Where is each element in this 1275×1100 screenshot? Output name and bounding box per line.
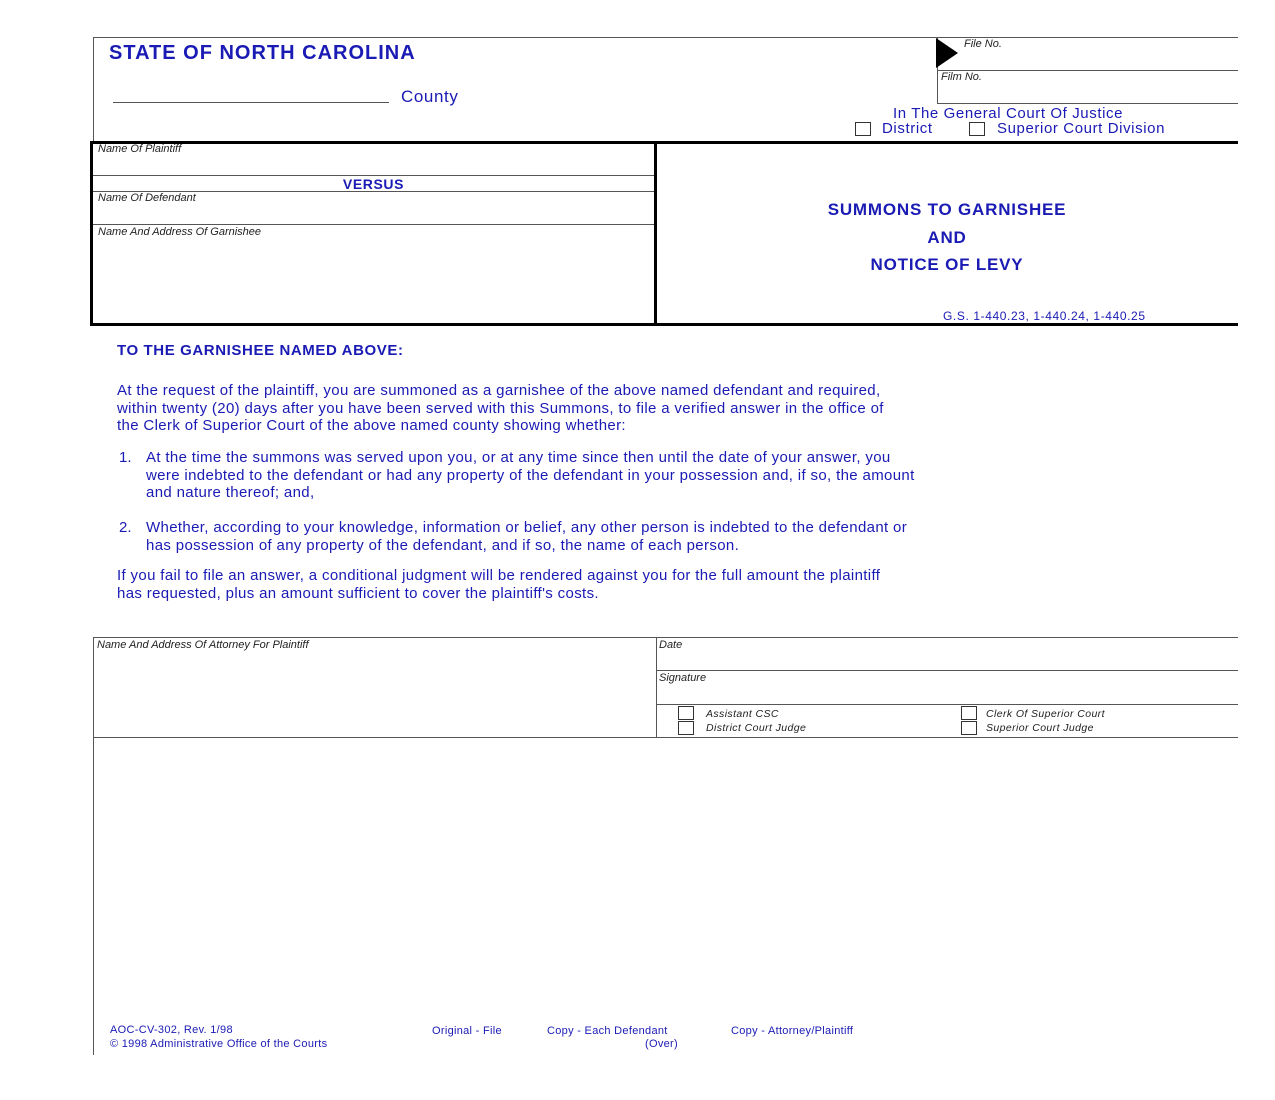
item-2-text: Whether, according to your knowledge, information or belief, any other person is indebted to the defendant or has possession of any property of the defendant, and if so, the name of each person. bbox=[146, 519, 908, 554]
superior-judge-checkbox[interactable] bbox=[961, 721, 977, 735]
superior-checkbox[interactable] bbox=[969, 122, 985, 136]
plaintiff-label: Name Of Plaintiff bbox=[98, 143, 182, 155]
over-note: (Over) bbox=[645, 1038, 678, 1050]
district-judge-label: District Court Judge bbox=[706, 722, 807, 734]
signature-rule bbox=[656, 704, 1238, 705]
file-no-label: File No. bbox=[964, 38, 1002, 50]
date-rule bbox=[656, 670, 1238, 671]
date-label: Date bbox=[659, 639, 683, 651]
court-label: In The General Court Of Justice bbox=[893, 105, 1124, 122]
top-rule bbox=[93, 37, 938, 38]
title-line-1: SUMMONS TO GARNISHEE bbox=[827, 200, 1067, 219]
heavy-top-border bbox=[90, 141, 1238, 144]
form-id: AOC-CV-302, Rev. 1/98 bbox=[110, 1024, 233, 1036]
clerk-superior-label: Clerk Of Superior Court bbox=[986, 708, 1105, 720]
attorney-label: Name And Address Of Attorney For Plaintiff bbox=[97, 639, 309, 651]
form-title bbox=[657, 196, 1237, 279]
district-checkbox[interactable] bbox=[855, 122, 871, 136]
superior-judge-label: Superior Court Judge bbox=[986, 722, 1094, 734]
closing-paragraph: If you fail to file an answer, a conditional judgment will be rendered against you for the full amount the plaintiff has requested, plus an amount sufficient to cover the plaintiff's costs. bbox=[117, 567, 881, 602]
intro-paragraph: At the request of the plaintiff, you are summoned as a garnishee of the above named defendant and required, within twenty (20) days after you have been served with this Summons, to file a verified answer in the office of the Clerk of Superior Court of the above named county showing whether: bbox=[117, 382, 884, 434]
superior-label: Superior Court Division bbox=[997, 120, 1166, 137]
copyright: © 1998 Administrative Office of the Courts bbox=[110, 1038, 328, 1050]
garnishee-label: Name And Address Of Garnishee bbox=[98, 226, 262, 238]
assistant-csc-label: Assistant CSC bbox=[706, 708, 779, 720]
versus-label: VERSUS bbox=[342, 176, 405, 192]
distribution-attorney: Copy - Attorney/Plaintiff bbox=[731, 1025, 854, 1037]
district-judge-checkbox[interactable] bbox=[678, 721, 694, 735]
signature-label: Signature bbox=[659, 672, 707, 684]
defendant-rule bbox=[93, 224, 654, 225]
distribution-original: Original - File bbox=[432, 1025, 502, 1037]
left-rule-bottom bbox=[93, 637, 94, 1055]
date-input[interactable] bbox=[700, 641, 1236, 668]
item-1-text: At the time the summons was served upon you, or at any time since then until the date of your answer, you were indebted to the defendant or had any property of the defendant in your possession and, if so, the amount and nature thereof; and, bbox=[146, 449, 915, 501]
signature-input[interactable] bbox=[730, 674, 1236, 702]
signature-block-divider bbox=[656, 637, 657, 738]
heavy-bottom-border bbox=[90, 323, 1238, 326]
left-rule-top bbox=[93, 37, 94, 142]
defendant-label: Name Of Defendant bbox=[98, 192, 196, 204]
distribution-defendant: Copy - Each Defendant bbox=[547, 1025, 668, 1037]
county-input[interactable] bbox=[113, 84, 389, 103]
heavy-left-border bbox=[90, 141, 93, 326]
plaintiff-input[interactable] bbox=[96, 156, 652, 174]
attorney-input[interactable] bbox=[96, 653, 652, 733]
title-line-2: AND bbox=[927, 227, 967, 247]
item-2-number: 2. bbox=[119, 519, 132, 536]
district-label: District bbox=[882, 120, 933, 137]
garnishee-input[interactable] bbox=[96, 240, 652, 320]
file-no-rule bbox=[937, 70, 1238, 71]
signature-block-top-rule bbox=[93, 637, 1238, 638]
file-no-input[interactable] bbox=[1010, 40, 1236, 68]
signature-block-bottom-rule bbox=[93, 737, 1238, 738]
clerk-superior-checkbox[interactable] bbox=[961, 706, 977, 720]
film-no-rule bbox=[937, 103, 1238, 104]
item-1-number: 1. bbox=[119, 449, 132, 466]
title-line-3: NOTICE OF LEVY bbox=[870, 255, 1024, 274]
garnishee-heading: TO THE GARNISHEE NAMED ABOVE: bbox=[117, 342, 404, 359]
county-label: County bbox=[401, 87, 459, 106]
statute-reference: G.S. 1-440.23, 1-440.24, 1-440.25 bbox=[943, 309, 1146, 323]
defendant-input[interactable] bbox=[96, 205, 652, 223]
film-no-label: Film No. bbox=[941, 71, 982, 83]
arrow-pointer-icon bbox=[936, 38, 958, 68]
film-no-input[interactable] bbox=[1000, 72, 1236, 101]
assistant-csc-checkbox[interactable] bbox=[678, 706, 694, 720]
state-title: STATE OF NORTH CAROLINA bbox=[109, 42, 416, 64]
